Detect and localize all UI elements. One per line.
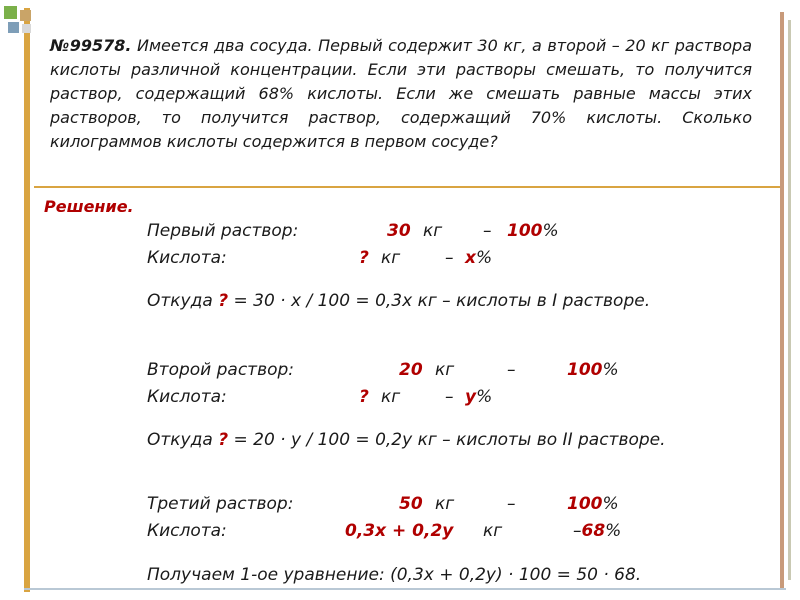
third-solution-unit: кг xyxy=(435,494,455,514)
acid-2-pct-sign: % xyxy=(476,387,493,407)
second-solution-pct-sign: % xyxy=(602,360,619,380)
acid-3-dash: – xyxy=(573,521,582,541)
acid-3-label: Кислота: xyxy=(147,521,227,541)
third-solution-pct: 100 xyxy=(567,494,603,514)
decor-square-gray xyxy=(22,24,31,33)
decor-square-blue xyxy=(8,22,19,33)
acid-2-var: y xyxy=(465,387,477,407)
equation-text: Получаем 1-ое уравнение: xyxy=(147,565,385,585)
second-solution-mass: 20 xyxy=(399,360,423,380)
acid-1-unit: кг xyxy=(381,248,401,268)
acid-1-question: ? xyxy=(359,248,369,268)
row-acid-2 xyxy=(147,384,747,410)
derivation-2 xyxy=(147,427,707,453)
header-divider xyxy=(34,186,780,188)
derivation-1-expr: = 30 · x / 100 = 0,3x кг – кислоты в I растворе. xyxy=(233,291,651,311)
acid-1-var: x xyxy=(465,248,476,268)
acid-3-unit: кг xyxy=(483,521,503,541)
equation-line xyxy=(147,562,641,588)
left-accent-bar xyxy=(24,8,30,592)
acid-1-dash: – xyxy=(445,248,454,268)
derivation-1-word: Откуда xyxy=(147,291,213,311)
acid-3-expr: 0,3x + 0,2y xyxy=(345,521,454,541)
third-solution-dash: – xyxy=(507,494,516,514)
row-acid-3 xyxy=(147,518,747,544)
acid-1-label: Кислота: xyxy=(147,248,227,268)
first-solution-pct-sign: % xyxy=(542,221,559,241)
row-first-solution xyxy=(147,218,747,244)
right-accent-bar-2 xyxy=(788,20,791,580)
derivation-2-expr: = 20 · y / 100 = 0,2y кг – кислоты во II растворе. xyxy=(233,430,666,450)
derivation-1-question: ? xyxy=(218,291,229,311)
acid-2-question: ? xyxy=(359,387,369,407)
third-solution-label: Третий раствор: xyxy=(147,494,294,514)
second-solution-label: Второй раствор: xyxy=(147,360,295,380)
decor-square-green xyxy=(4,6,17,19)
acid-3-pct: 68 xyxy=(581,521,606,541)
acid-2-dash: – xyxy=(445,387,454,407)
second-solution-dash: – xyxy=(507,360,516,380)
derivation-2-question: ? xyxy=(218,430,229,450)
third-solution-mass: 50 xyxy=(399,494,423,514)
second-solution-unit: кг xyxy=(435,360,455,380)
row-acid-1 xyxy=(147,245,747,271)
problem-text: Имеется два сосуда. Первый содержит 30 кг, а второй – 20 кг раствора кислоты различной концентрации. Если эти растворы смешать, то получится раствор, содержащий 68% кислоты. Если же смешать равные массы этих растворов, то получится раствор, содержащий 70% кислоты. Сколько килограммов кислоты содержится в первом сосуде? xyxy=(50,36,752,151)
first-solution-pct: 100 xyxy=(507,221,543,241)
second-solution-pct: 100 xyxy=(567,360,603,380)
acid-1-pct-sign: % xyxy=(475,248,493,268)
first-solution-dash: – xyxy=(483,221,492,241)
problem-number: №99578. xyxy=(50,36,132,55)
first-solution-label: Первый раствор: xyxy=(147,221,299,241)
acid-3-pct-sign: % xyxy=(605,521,622,541)
third-solution-pct-sign: % xyxy=(602,494,619,514)
equation-expr: (0,3x + 0,2y) · 100 = 50 · 68. xyxy=(390,565,642,585)
problem-statement xyxy=(50,34,752,154)
row-second-solution xyxy=(147,357,747,383)
acid-2-label: Кислота: xyxy=(147,387,227,407)
solution-heading: Решение. xyxy=(44,197,134,216)
first-solution-mass: 30 xyxy=(387,221,411,241)
first-solution-unit: кг xyxy=(423,221,443,241)
row-third-solution xyxy=(147,491,747,517)
decor-square-tan xyxy=(20,10,31,21)
right-accent-bar xyxy=(780,12,784,588)
acid-2-unit: кг xyxy=(381,387,401,407)
derivation-1 xyxy=(147,288,707,314)
derivation-2-word: Откуда xyxy=(147,430,213,450)
bottom-line xyxy=(24,588,786,590)
